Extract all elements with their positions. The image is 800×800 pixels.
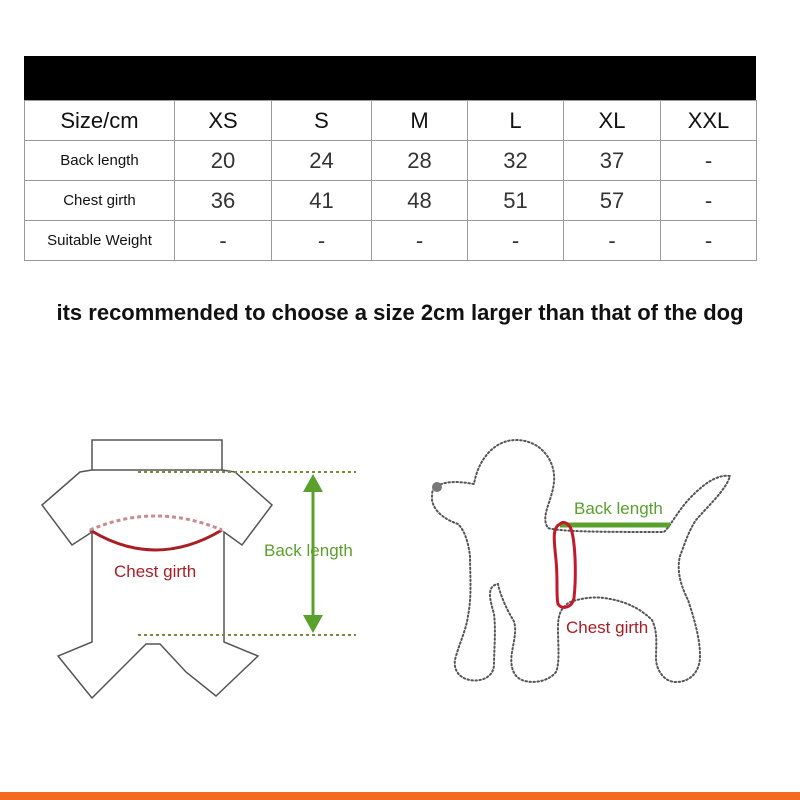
measurement-illustration: [0, 420, 800, 720]
measurement-diagram: [0, 420, 800, 720]
arrow-down-icon: [303, 615, 323, 633]
size-label-l: L: [468, 101, 564, 141]
table-cell: -: [468, 221, 564, 261]
table-cell: -: [272, 221, 372, 261]
table-cell: 36: [175, 181, 272, 221]
size-recommendation-note: its recommended to choose a size 2cm larger than that of the dog: [56, 300, 744, 325]
size-label-m: M: [372, 101, 468, 141]
size-table: [24, 100, 757, 261]
table-cell: -: [175, 221, 272, 261]
size-header-row: [25, 101, 757, 141]
size-label-xl: XL: [564, 101, 661, 141]
table-cell: -: [661, 141, 757, 181]
table-row-suitable-weight: [25, 221, 757, 261]
size-chart-header-bar: [24, 56, 756, 100]
garment-chest-girth-front: [90, 530, 222, 550]
dog-outline: [432, 440, 730, 682]
row-label: Back length: [25, 141, 175, 181]
table-cell: 20: [175, 141, 272, 181]
table-cell: 48: [372, 181, 468, 221]
row-label: Chest girth: [25, 181, 175, 221]
table-row-back-length: [25, 141, 757, 181]
table-cell: -: [661, 221, 757, 261]
size-label-xs: XS: [175, 101, 272, 141]
table-cell: 24: [272, 141, 372, 181]
table-row-chest-girth: [25, 181, 757, 221]
dog-back-length-label: Back length: [574, 499, 663, 518]
garment-back-length-label: Back length: [264, 541, 353, 560]
dog-chest-girth-label: Chest girth: [566, 618, 649, 637]
bottom-accent-bar: [0, 792, 800, 800]
table-cell: 57: [564, 181, 661, 221]
garment-chest-girth-label: Chest girth: [114, 562, 197, 581]
dog-nose-icon: [432, 482, 442, 492]
table-cell: -: [372, 221, 468, 261]
dog-chest-girth-loop: [554, 522, 575, 607]
garment-chest-girth-back: [90, 516, 222, 530]
table-cell: 28: [372, 141, 468, 181]
table-cell: 41: [272, 181, 372, 221]
size-corner-label: Size/cm: [25, 101, 175, 141]
table-cell: 32: [468, 141, 564, 181]
size-chart: [24, 56, 756, 261]
size-label-s: S: [272, 101, 372, 141]
row-label: Suitable Weight: [25, 221, 175, 261]
table-cell: -: [564, 221, 661, 261]
table-cell: 37: [564, 141, 661, 181]
table-cell: 51: [468, 181, 564, 221]
arrow-up-icon: [303, 474, 323, 492]
table-cell: -: [661, 181, 757, 221]
size-label-xxl: XXL: [661, 101, 757, 141]
